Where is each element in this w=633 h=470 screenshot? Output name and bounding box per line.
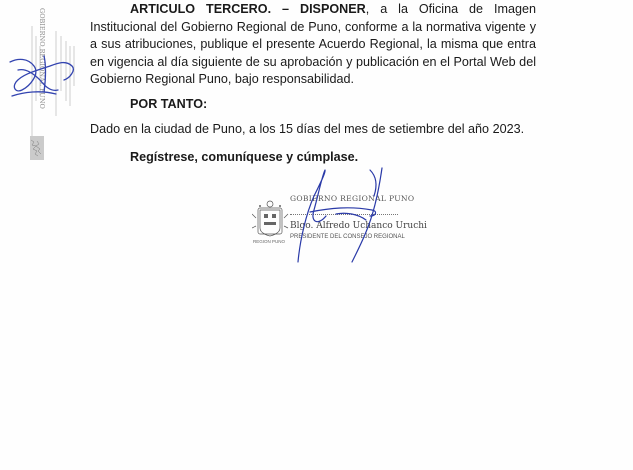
article-tercero-paragraph xyxy=(90,1,536,89)
article-body: , a la Oficina de Imagen Institucional del Gobierno Regional de Puno, conforme a la normativa vigente y a sus atribuciones, publique el presente Acuerdo Regional, la misma que entra en vigencia al día siguiente de su aprobación y publicación en el Portal Web del Gobierno Regional Puno, bajo responsabilidad. xyxy=(90,2,536,86)
official-seal xyxy=(248,168,427,268)
region-emblem xyxy=(252,198,292,268)
margin-stamp xyxy=(6,6,86,166)
signer-name: Blgo. Alfredo Uchanco Uruchi xyxy=(290,221,427,231)
emblem-label: REGION PUNO xyxy=(253,239,286,244)
margin-stamp-graphic xyxy=(6,6,86,166)
signer-title: PRESIDENTE DEL CONSEJO REGIONAL xyxy=(290,234,405,240)
closing-formula: Regístrese, comuníquese y cúmplase. xyxy=(130,150,359,164)
signature-line xyxy=(290,214,398,215)
por-tanto-heading: POR TANTO: xyxy=(130,97,208,111)
seal-organization: GOBIERNO REGIONAL PUNO xyxy=(290,194,415,203)
dado-line: Dado en la ciudad de Puno, a los 15 días del mes de setiembre del año 2023. xyxy=(90,122,525,136)
margin-stamp-text: GOBIERNO REGIONAL PUNO xyxy=(38,8,46,109)
article-lead: ARTICULO TERCERO. – DISPONER xyxy=(130,2,366,16)
